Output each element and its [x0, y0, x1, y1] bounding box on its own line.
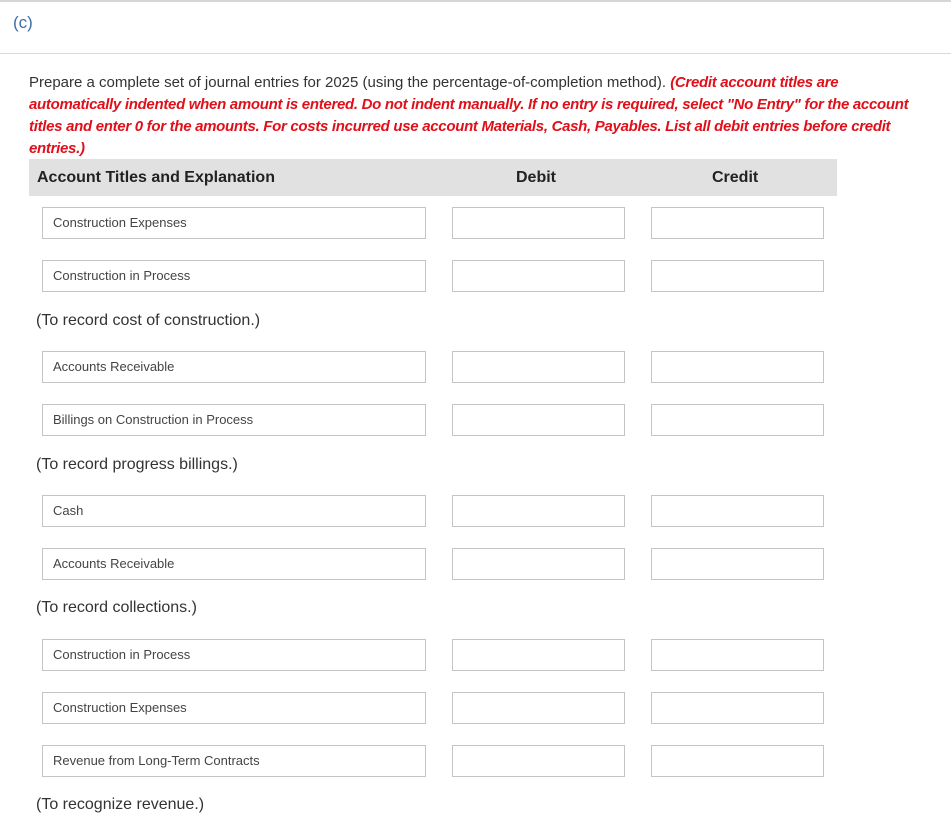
entry-explanation: (To recognize revenue.): [36, 796, 205, 813]
header-debit: Debit: [516, 169, 556, 186]
instructions-text: Prepare a complete set of journal entries for 2025 (using the percentage-of-completion method).: [29, 74, 671, 91]
credit-amount-input[interactable]: [651, 639, 824, 671]
account-title-select[interactable]: Accounts Receivable: [42, 548, 426, 580]
entry-explanation: (To record progress billings.): [36, 456, 238, 473]
debit-amount-input[interactable]: [452, 548, 625, 580]
debit-amount-input[interactable]: [452, 207, 625, 239]
credit-amount-input[interactable]: [651, 207, 824, 239]
account-title-select[interactable]: Revenue from Long-Term Contracts: [42, 745, 426, 777]
credit-amount-input[interactable]: [651, 548, 824, 580]
account-title-select[interactable]: Construction Expenses: [42, 207, 426, 239]
debit-amount-input[interactable]: [452, 260, 625, 292]
top-accent-line: [0, 0, 951, 2]
journal-table-header: [29, 159, 837, 196]
account-title-select[interactable]: Accounts Receivable: [42, 351, 426, 383]
account-title-select[interactable]: Billings on Construction in Process: [42, 404, 426, 436]
debit-amount-input[interactable]: [452, 692, 625, 724]
credit-amount-input[interactable]: [651, 404, 824, 436]
entry-explanation: (To record collections.): [36, 599, 197, 616]
instructions-note: (Credit account titles are automatically indented when amount is entered. Do not indent manually. If no entry is required, select "No Entry" for the account titles and enter 0 for the amounts. For costs incurred use account Materials, Cash, Payables. List all debit entries before credit entries.): [29, 74, 909, 157]
debit-amount-input[interactable]: [452, 745, 625, 777]
entry-explanation: (To record cost of construction.): [36, 312, 261, 329]
credit-amount-input[interactable]: [651, 260, 824, 292]
part-header-bar: [0, 0, 951, 54]
debit-amount-input[interactable]: [452, 495, 625, 527]
header-account-titles: Account Titles and Explanation: [37, 169, 275, 186]
part-label: (c): [13, 13, 33, 32]
header-credit: Credit: [712, 169, 759, 186]
credit-amount-input[interactable]: [651, 351, 824, 383]
debit-amount-input[interactable]: [452, 639, 625, 671]
instructions: [29, 72, 934, 160]
credit-amount-input[interactable]: [651, 692, 824, 724]
debit-amount-input[interactable]: [452, 404, 625, 436]
account-title-select[interactable]: Cash: [42, 495, 426, 527]
account-title-select[interactable]: Construction Expenses: [42, 692, 426, 724]
account-title-select[interactable]: Construction in Process: [42, 260, 426, 292]
credit-amount-input[interactable]: [651, 745, 824, 777]
account-title-select[interactable]: Construction in Process: [42, 639, 426, 671]
credit-amount-input[interactable]: [651, 495, 824, 527]
debit-amount-input[interactable]: [452, 351, 625, 383]
